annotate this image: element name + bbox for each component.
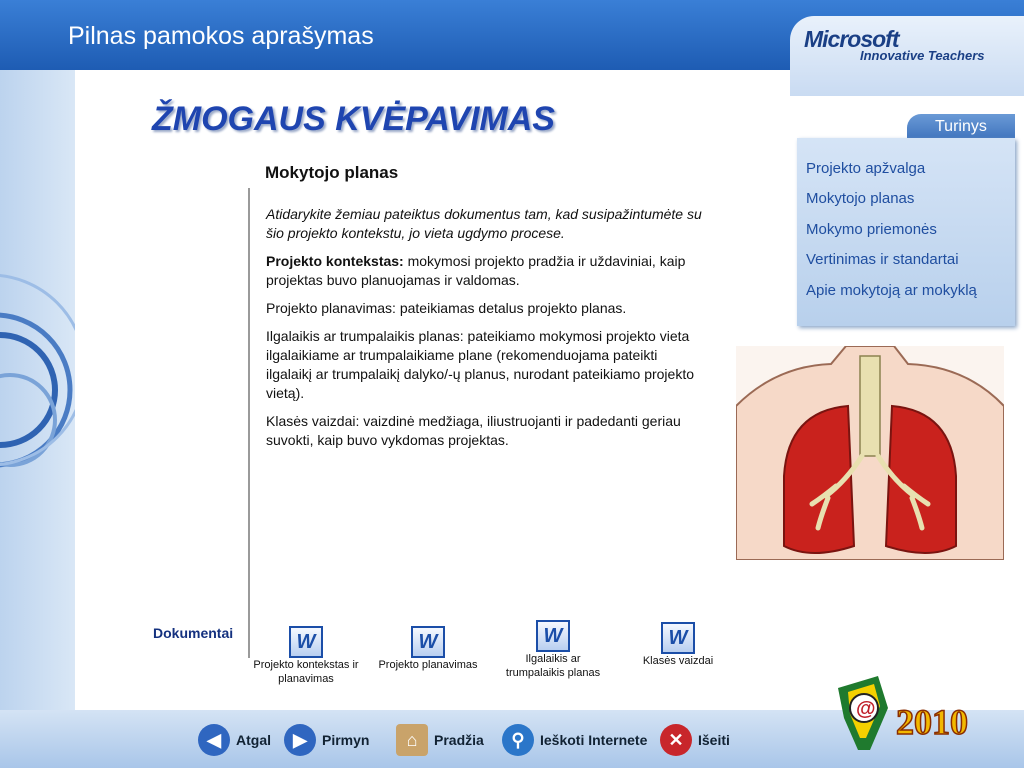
toc-tab <box>907 114 1015 140</box>
context-paragraph <box>266 252 706 290</box>
doc-project-planning[interactable] <box>374 626 482 672</box>
search-internet-button[interactable] <box>502 722 647 758</box>
word-doc-icon[interactable]: W <box>289 626 323 658</box>
toc-tab-label: Turinys <box>935 118 987 135</box>
arrow-right-icon[interactable]: ▶ <box>284 724 316 756</box>
magnifier-icon[interactable]: ⚲ <box>502 724 534 756</box>
context-label: Projekto kontekstas: <box>266 253 404 269</box>
context-text: mokymosi projekto pradžia ir uždaviniai, kaip projektas buvo planuojamas ir valdomas. <box>266 253 686 288</box>
toc-item-teaching-resources[interactable]: Mokymo priemonės <box>806 221 937 238</box>
intel-2010-logo <box>830 668 1020 758</box>
microsoft-wordmark: Microsoft <box>804 26 899 52</box>
arrow-left-icon[interactable]: ◀ <box>198 724 230 756</box>
close-icon[interactable]: ✕ <box>660 724 692 756</box>
search-label[interactable]: Ieškoti Internete <box>540 732 648 748</box>
home-label[interactable]: Pradžia <box>434 732 484 748</box>
app-title: Pilnas pamokos aprašymas <box>68 22 374 50</box>
microsoft-logo <box>790 16 1024 96</box>
back-label[interactable]: Atgal <box>236 732 271 748</box>
class-views-paragraph: Klasės vaizdai: vaizdinė medžiaga, iliustruojanti ir padedanti geriau suvokti, kaip buvo vykdomas projektas. <box>266 413 681 448</box>
exit-label[interactable]: Išeiti <box>698 732 730 748</box>
doc-label[interactable]: Klasės vaizdai <box>642 655 714 667</box>
doc-project-context[interactable] <box>250 626 362 686</box>
forward-label[interactable]: Pirmyn <box>322 732 370 748</box>
section-title: Mokytojo planas <box>265 163 399 182</box>
home-button[interactable] <box>396 722 484 758</box>
intro-paragraph: Atidarykite žemiau pateiktus dokumentus tam, kad susipažintumėte su šio projekto kontekstu, jo vieta ugdymo procese. <box>266 206 702 241</box>
lungs-illustration <box>736 346 1004 560</box>
decorative-left-strip <box>0 70 75 710</box>
decorative-circles <box>0 70 75 710</box>
doc-long-short-plan[interactable] <box>498 620 608 680</box>
toc-item-project-overview[interactable]: Projekto apžvalga <box>806 160 926 177</box>
documents-label: Dokumentai <box>153 625 234 641</box>
long-short-plan-paragraph: Ilgalaikis ar trumpalaikis planas: pateikiamo mokymosi projekto vieta ilgalaikiame ar trumpalaikiame plane (rekomenduojama pateikti ilgalaikį ar trumpalaikį dalyko/-ų planus, nurodant pateikiamo projekto vietą). <box>266 328 695 401</box>
back-button[interactable] <box>198 722 271 758</box>
toc-item-assessment-standards[interactable]: Vertinimas ir standartai <box>806 251 959 268</box>
exit-button[interactable] <box>660 722 730 758</box>
doc-label[interactable]: Projekto kontekstas ir planavimas <box>253 659 359 685</box>
forward-button[interactable] <box>284 722 369 758</box>
innovative-teachers-text: Innovative Teachers <box>860 48 985 63</box>
doc-label[interactable]: Projekto planavimas <box>378 659 478 671</box>
planning-paragraph: Projekto planavimas: pateikiamas detalus projekto planas. <box>266 300 627 316</box>
page-title: ŽMOGAUS KVĖPAVIMAS <box>152 100 555 138</box>
logo-year: 2010 <box>896 702 968 742</box>
divider <box>248 188 250 658</box>
doc-class-views[interactable] <box>638 622 718 668</box>
doc-label[interactable]: Ilgalaikis ar trumpalaikis planas <box>505 653 601 679</box>
house-icon[interactable]: ⌂ <box>396 724 428 756</box>
word-doc-icon[interactable]: W <box>661 622 695 654</box>
toc-item-teacher-plan[interactable]: Mokytojo planas <box>806 190 915 207</box>
svg-text:@: @ <box>856 698 876 720</box>
word-doc-icon[interactable]: W <box>411 626 445 658</box>
description-text <box>266 205 706 459</box>
toc-item-about-teacher[interactable]: Apie mokytoją ar mokyklą <box>806 282 977 299</box>
word-doc-icon[interactable]: W <box>536 620 570 652</box>
